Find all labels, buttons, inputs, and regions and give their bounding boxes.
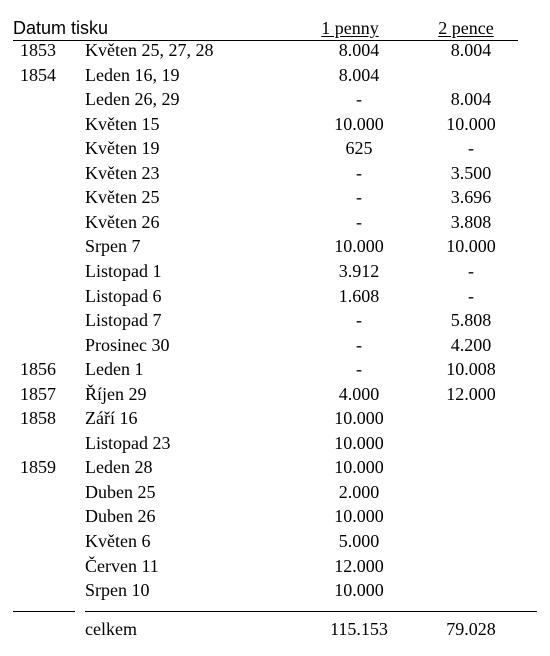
- row-one-penny: -: [356, 359, 362, 380]
- row-date: Listopad 6: [85, 285, 162, 306]
- row-two-pence: 3.500: [450, 162, 492, 183]
- row-date: Květen 6: [85, 531, 151, 551]
- row-one-penny: -: [356, 89, 362, 110]
- row-two-pence: 10.000: [446, 113, 496, 134]
- row-year: 1857: [20, 383, 56, 404]
- row-one-penny: -: [356, 211, 362, 232]
- total-rule: [85, 611, 537, 612]
- row-date: Listopad 1: [85, 261, 162, 281]
- row-one-penny: 10.000: [334, 506, 384, 527]
- row-one-penny: 625: [345, 138, 373, 159]
- row-year: 1858: [20, 408, 56, 429]
- row-one-penny: -: [356, 334, 362, 355]
- row-year: 1853: [20, 40, 56, 60]
- row-one-penny: 5.000: [338, 531, 380, 551]
- row-year: 1859: [20, 457, 56, 478]
- row-two-pence: 4.200: [450, 334, 492, 355]
- header-date-print: Datum tisku: [13, 18, 109, 38]
- row-date: Duben 25: [85, 481, 156, 502]
- row-one-penny: 8.004: [338, 40, 380, 60]
- row-two-pence: -: [468, 285, 474, 306]
- row-date: Květen 25: [85, 187, 160, 208]
- row-one-penny: -: [356, 310, 362, 331]
- row-two-pence: 5.808: [450, 310, 492, 331]
- row-two-pence: 12.000: [446, 383, 496, 404]
- row-two-pence: -: [468, 138, 474, 159]
- row-one-penny: 10.000: [334, 457, 384, 478]
- row-one-penny: 3.912: [338, 261, 380, 281]
- row-one-penny: 2.000: [338, 481, 380, 502]
- row-date: Leden 26, 29: [85, 89, 180, 110]
- row-one-penny: 10.000: [334, 580, 384, 601]
- row-two-pence: 10.000: [446, 236, 496, 257]
- row-one-penny: 10.000: [334, 236, 384, 257]
- row-date: Srpen 10: [85, 580, 150, 601]
- row-two-pence: 10.008: [446, 359, 496, 380]
- row-date: Květen 15: [85, 113, 160, 134]
- row-date: Srpen 7: [85, 236, 141, 257]
- row-two-pence: 3.808: [450, 211, 492, 232]
- row-date: Prosinec 30: [85, 334, 170, 355]
- row-date: Leden 1: [85, 359, 144, 380]
- row-date: Listopad 7: [85, 310, 162, 331]
- row-year: 1854: [20, 64, 56, 85]
- row-one-penny: 8.004: [338, 64, 380, 85]
- row-one-penny: 12.000: [334, 555, 384, 576]
- year-column-rule: [13, 611, 75, 612]
- header-one-penny: 1 penny: [321, 18, 379, 38]
- row-one-penny: -: [356, 162, 362, 183]
- row-date: Říjen 29: [85, 383, 147, 404]
- row-date: Červen 11: [85, 555, 159, 576]
- row-one-penny: 10.000: [334, 113, 384, 134]
- row-two-pence: 8.004: [450, 40, 492, 60]
- row-one-penny: 1.608: [338, 285, 380, 306]
- row-date: Květen 23: [85, 162, 160, 183]
- row-date: Květen 26: [85, 211, 160, 232]
- row-year: 1856: [20, 359, 56, 380]
- total-label: celkem: [85, 619, 137, 639]
- row-one-penny: 4.000: [338, 383, 380, 404]
- total-two-pence: 79.028: [446, 619, 496, 639]
- row-date: Září 16: [85, 408, 138, 429]
- row-one-penny: 10.000: [334, 432, 384, 453]
- row-date: Květen 19: [85, 138, 160, 159]
- row-one-penny: -: [356, 187, 362, 208]
- total-one-penny: 115.153: [330, 619, 388, 639]
- row-two-pence: 3.696: [450, 187, 492, 208]
- row-date: Leden 28: [85, 457, 153, 478]
- row-date: Listopad 23: [85, 432, 171, 453]
- row-two-pence: -: [468, 261, 474, 281]
- row-two-pence: 8.004: [450, 89, 492, 110]
- header-two-pence: 2 pence: [438, 18, 494, 38]
- row-date: Leden 16, 19: [85, 64, 180, 85]
- row-one-penny: 10.000: [334, 408, 384, 429]
- row-date: Květen 25, 27, 28: [85, 40, 214, 60]
- row-date: Duben 26: [85, 506, 156, 527]
